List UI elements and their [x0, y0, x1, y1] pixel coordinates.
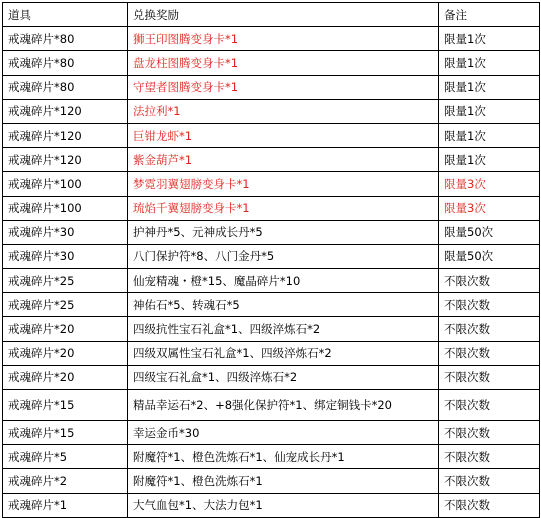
note-cell: 限量1次 [439, 75, 540, 99]
reward-cell: 守望者图腾变身卡*1 [128, 75, 439, 99]
note-cell: 限量50次 [439, 220, 540, 244]
note-cell: 限量3次 [439, 172, 540, 196]
item-cell: 戒魂碎片*100 [3, 196, 128, 220]
item-cell: 戒魂碎片*80 [3, 27, 128, 51]
note-cell: 不限次数 [439, 365, 540, 389]
reward-cell: 梦霓羽翼翅膀变身卡*1 [128, 172, 439, 196]
table-row [3, 220, 540, 244]
item-cell: 戒魂碎片*30 [3, 244, 128, 268]
note-cell: 限量1次 [439, 123, 540, 147]
item-cell: 戒魂碎片*25 [3, 269, 128, 293]
item-cell: 戒魂碎片*120 [3, 148, 128, 172]
note-cell: 不限次数 [439, 317, 540, 341]
reward-cell: 仙宠精魂・橙*15、魔晶碎片*10 [128, 269, 439, 293]
note-cell: 不限次数 [439, 445, 540, 469]
reward-cell: 巨钳龙虾*1 [128, 123, 439, 147]
table-row [3, 75, 540, 99]
header-reward: 兑换奖励 [128, 3, 439, 27]
note-cell: 不限次数 [439, 341, 540, 365]
table-row [3, 445, 540, 469]
table-row [3, 317, 540, 341]
item-cell: 戒魂碎片*80 [3, 51, 128, 75]
reward-cell: 盘龙柱图腾变身卡*1 [128, 51, 439, 75]
reward-cell: 法拉利*1 [128, 99, 439, 123]
note-cell: 限量1次 [439, 99, 540, 123]
table-row [3, 365, 540, 389]
reward-cell: 八门保护符*8、八门金丹*5 [128, 244, 439, 268]
reward-cell: 四级宝石礼盒*1、四级淬炼石*2 [128, 365, 439, 389]
reward-cell: 神佑石*5、转魂石*5 [128, 293, 439, 317]
table-row [3, 269, 540, 293]
table-row [3, 493, 540, 517]
item-cell: 戒魂碎片*20 [3, 317, 128, 341]
item-cell: 戒魂碎片*120 [3, 123, 128, 147]
header-item: 道具 [3, 3, 128, 27]
table-row [3, 293, 540, 317]
reward-cell: 紫金葫芦*1 [128, 148, 439, 172]
reward-cell: 护神丹*5、元神成长丹*5 [128, 220, 439, 244]
item-cell: 戒魂碎片*15 [3, 390, 128, 421]
item-cell: 戒魂碎片*25 [3, 293, 128, 317]
reward-cell: 附魔符*1、橙色洗炼石*1、仙宠成长丹*1 [128, 445, 439, 469]
table-row [3, 51, 540, 75]
item-cell: 戒魂碎片*100 [3, 172, 128, 196]
item-cell: 戒魂碎片*120 [3, 99, 128, 123]
note-cell: 限量3次 [439, 196, 540, 220]
table-row [3, 196, 540, 220]
header-row [3, 3, 540, 27]
reward-cell: 琉焰千翼翅膀变身卡*1 [128, 196, 439, 220]
note-cell: 不限次数 [439, 421, 540, 445]
table-row [3, 341, 540, 365]
note-cell: 限量1次 [439, 148, 540, 172]
item-cell: 戒魂碎片*5 [3, 445, 128, 469]
item-cell: 戒魂碎片*1 [3, 493, 128, 517]
note-cell: 限量1次 [439, 51, 540, 75]
table-row [3, 123, 540, 147]
reward-cell: 幸运金币*30 [128, 421, 439, 445]
item-cell: 戒魂碎片*20 [3, 341, 128, 365]
reward-cell: 狮王印图腾变身卡*1 [128, 27, 439, 51]
reward-cell: 附魔符*1、橙色洗炼石*1 [128, 469, 439, 493]
note-cell: 不限次数 [439, 390, 540, 421]
item-cell: 戒魂碎片*30 [3, 220, 128, 244]
table-row [3, 390, 540, 421]
exchange-table [2, 2, 540, 518]
note-cell: 不限次数 [439, 269, 540, 293]
note-cell: 不限次数 [439, 293, 540, 317]
item-cell: 戒魂碎片*20 [3, 365, 128, 389]
table-row [3, 27, 540, 51]
note-cell: 不限次数 [439, 469, 540, 493]
note-cell: 限量1次 [439, 27, 540, 51]
reward-cell: 四级抗性宝石礼盒*1、四级淬炼石*2 [128, 317, 439, 341]
note-cell: 不限次数 [439, 493, 540, 517]
table-row [3, 99, 540, 123]
item-cell: 戒魂碎片*2 [3, 469, 128, 493]
table-row [3, 148, 540, 172]
reward-cell: 四级双属性宝石礼盒*1、四级淬炼石*2 [128, 341, 439, 365]
reward-cell: 精品幸运石*2、+8强化保护符*1、绑定铜钱卡*20 [128, 390, 439, 421]
table-row [3, 469, 540, 493]
table-row [3, 421, 540, 445]
header-note: 备注 [439, 3, 540, 27]
item-cell: 戒魂碎片*15 [3, 421, 128, 445]
table-row [3, 172, 540, 196]
item-cell: 戒魂碎片*80 [3, 75, 128, 99]
note-cell: 限量50次 [439, 244, 540, 268]
table-row [3, 244, 540, 268]
reward-cell: 大气血包*1、大法力包*1 [128, 493, 439, 517]
